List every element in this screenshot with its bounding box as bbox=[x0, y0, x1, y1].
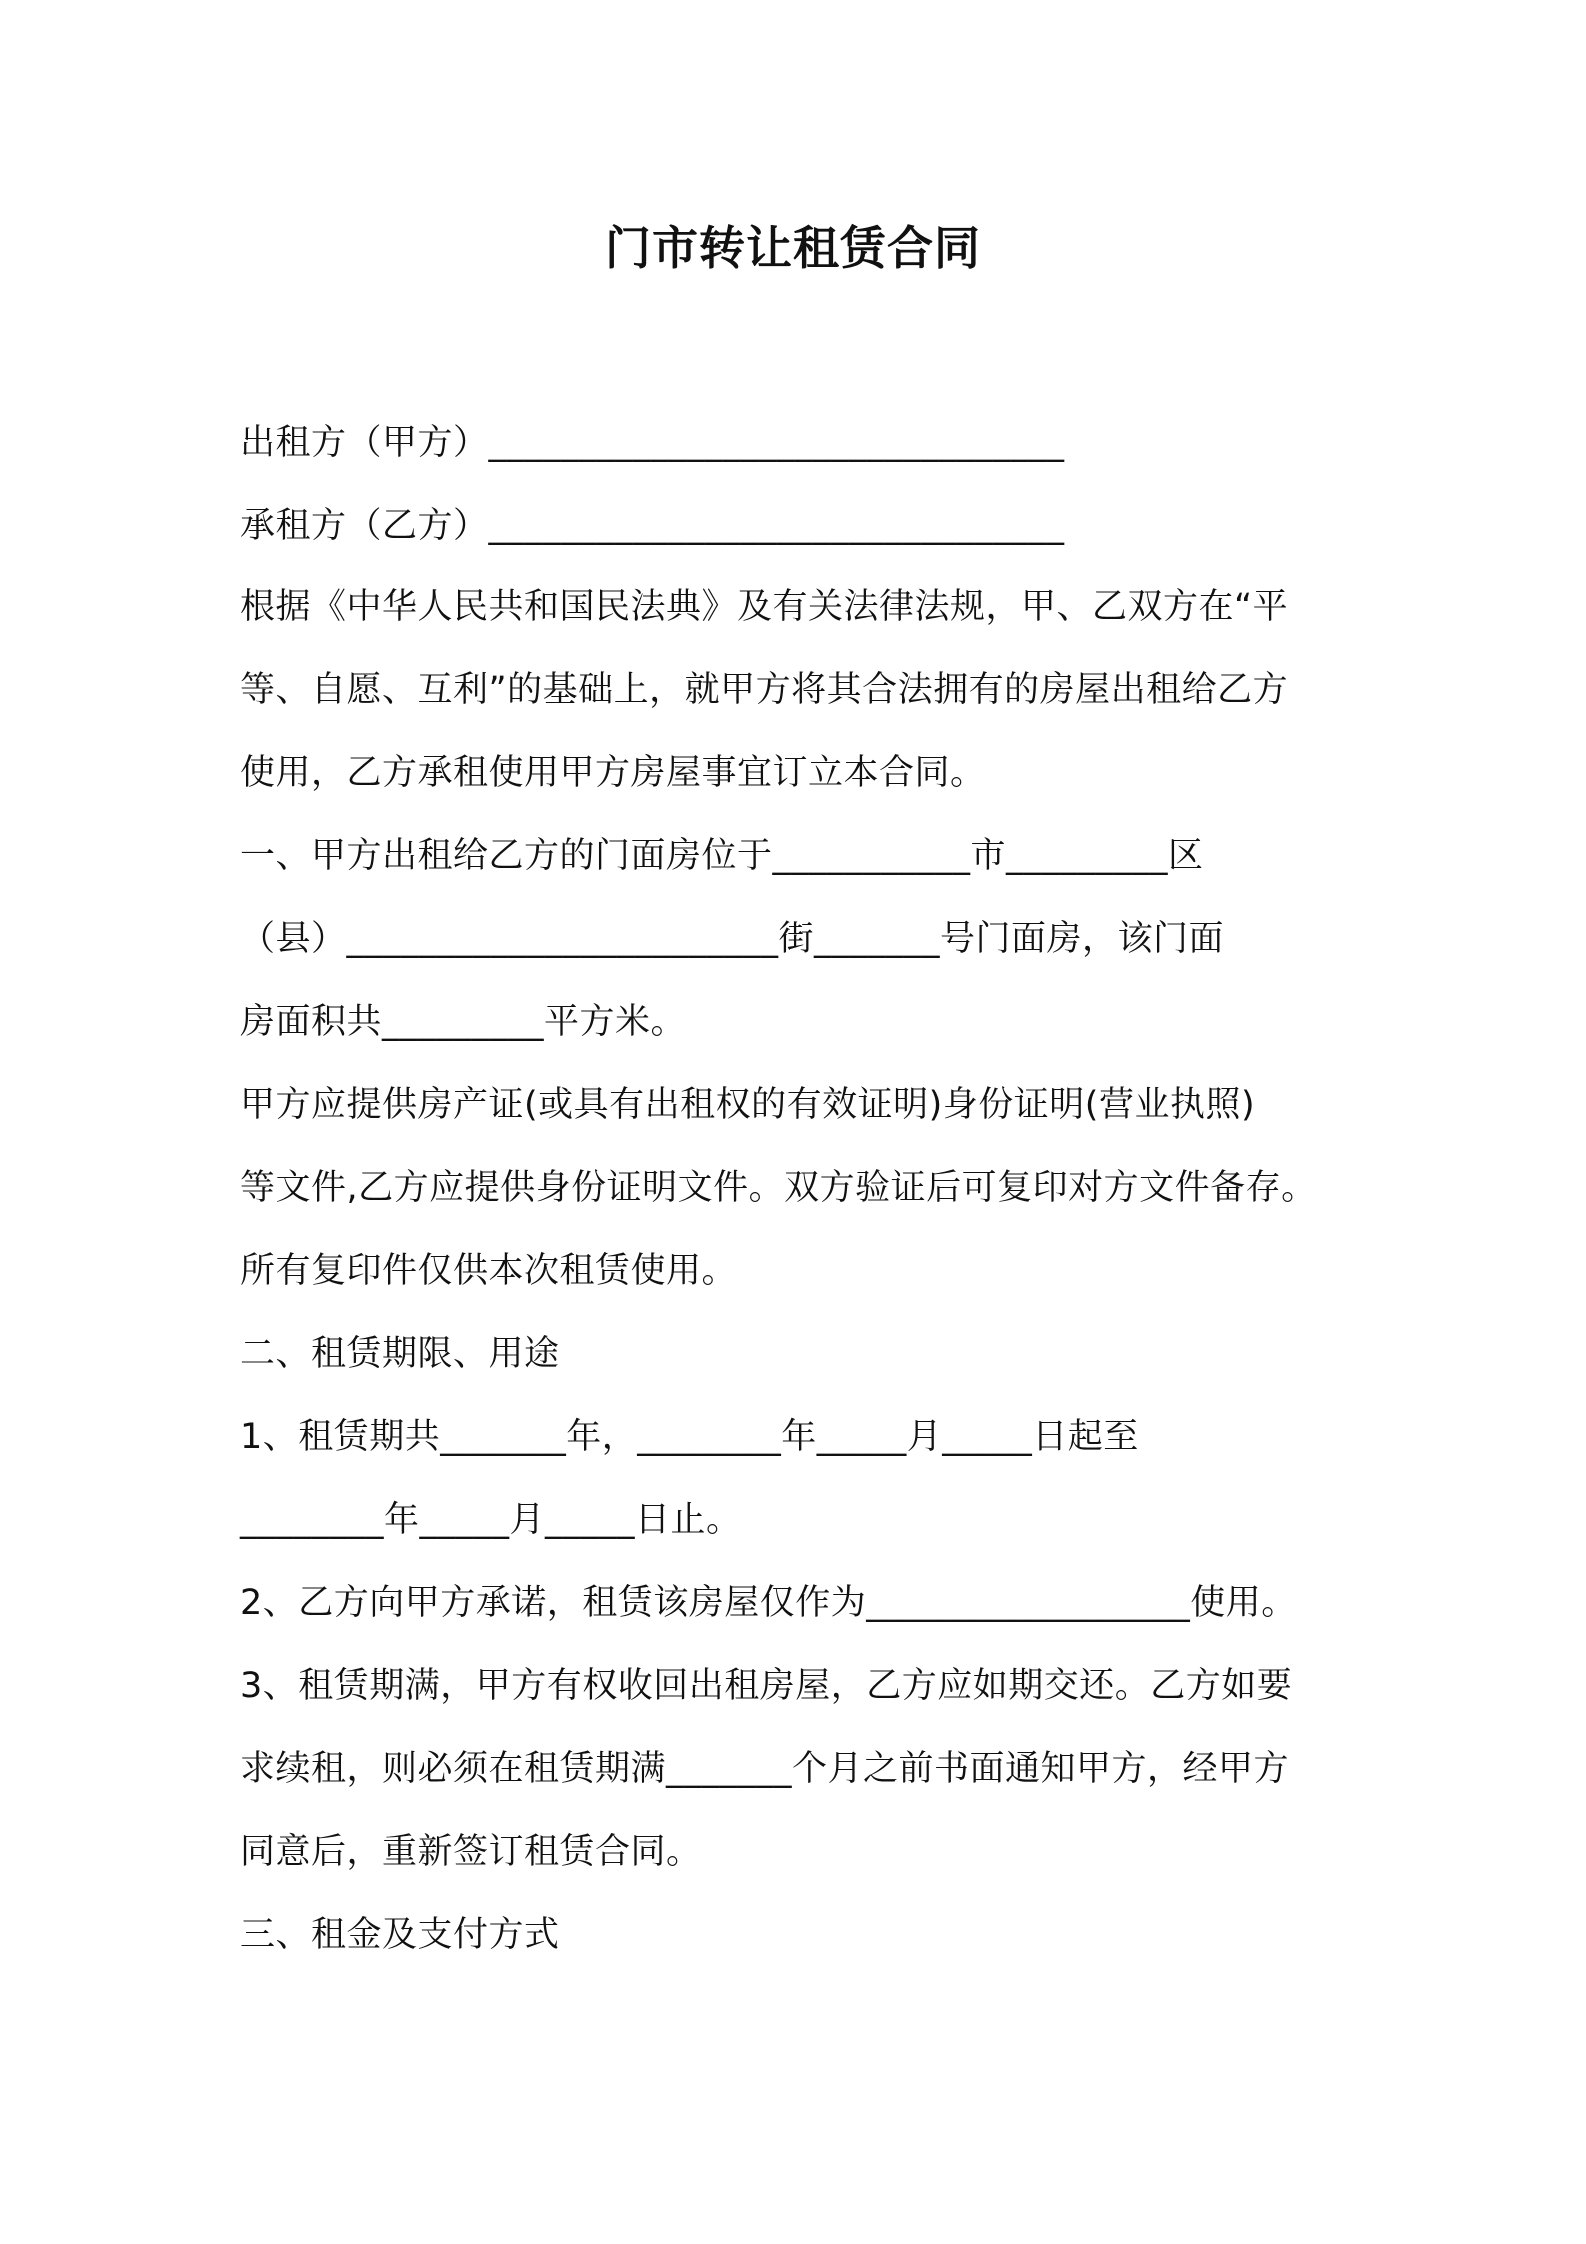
renewal-line-3: 同意后，重新签订租赁合同。 bbox=[240, 1832, 702, 1872]
preamble-line-3: 使用，乙方承租使用甲方房屋事宜订立本合同。 bbox=[240, 753, 986, 793]
renewal-line-2: 求续租，则必须在租赁期满_______个月之前书面通知甲方，经甲方 bbox=[240, 1749, 1290, 1789]
clause-1-line-1: 一、甲方出租给乙方的门面房位于___________市_________区 bbox=[240, 836, 1204, 876]
documents-line-3: 所有复印件仅供本次租赁使用。 bbox=[240, 1251, 738, 1291]
clause-1-line-2: （县）________________________街_______号门面房，该门面 bbox=[240, 919, 1225, 959]
term-line-2: ________年_____月_____日止。 bbox=[240, 1500, 742, 1540]
section-2-heading: 二、租赁期限、用途 bbox=[240, 1334, 560, 1374]
preamble-line-1: 根据《中华人民共和国民法典》及有关法律法规，甲、乙双方在“平 bbox=[240, 587, 1289, 627]
lessor-line: 出租方（甲方）________________________________ bbox=[240, 423, 1065, 463]
clause-1-line-3: 房面积共_________平方米。 bbox=[240, 1002, 687, 1042]
documents-line-1: 甲方应提供房产证(或具有出租权的有效证明)身份证明(营业执照) bbox=[240, 1085, 1256, 1125]
usage-line: 2、乙方向甲方承诺，租赁该房屋仅作为__________________使用。 bbox=[240, 1583, 1297, 1623]
lessee-line: 承租方（乙方）________________________________ bbox=[240, 506, 1065, 546]
renewal-line-1: 3、租赁期满，甲方有权收回出租房屋，乙方应如期交还。乙方如要 bbox=[240, 1666, 1293, 1706]
section-3-heading: 三、租金及支付方式 bbox=[240, 1915, 560, 1955]
document-title: 门市转让租赁合同 bbox=[605, 221, 981, 275]
documents-line-2: 等文件,乙方应提供身份证明文件。双方验证后可复印对方文件备存。 bbox=[240, 1168, 1317, 1208]
term-line-1: 1、租赁期共_______年，________年_____月_____日起至 bbox=[240, 1417, 1139, 1457]
preamble-line-2: 等、自愿、互利”的基础上，就甲方将其合法拥有的房屋出租给乙方 bbox=[240, 670, 1289, 710]
